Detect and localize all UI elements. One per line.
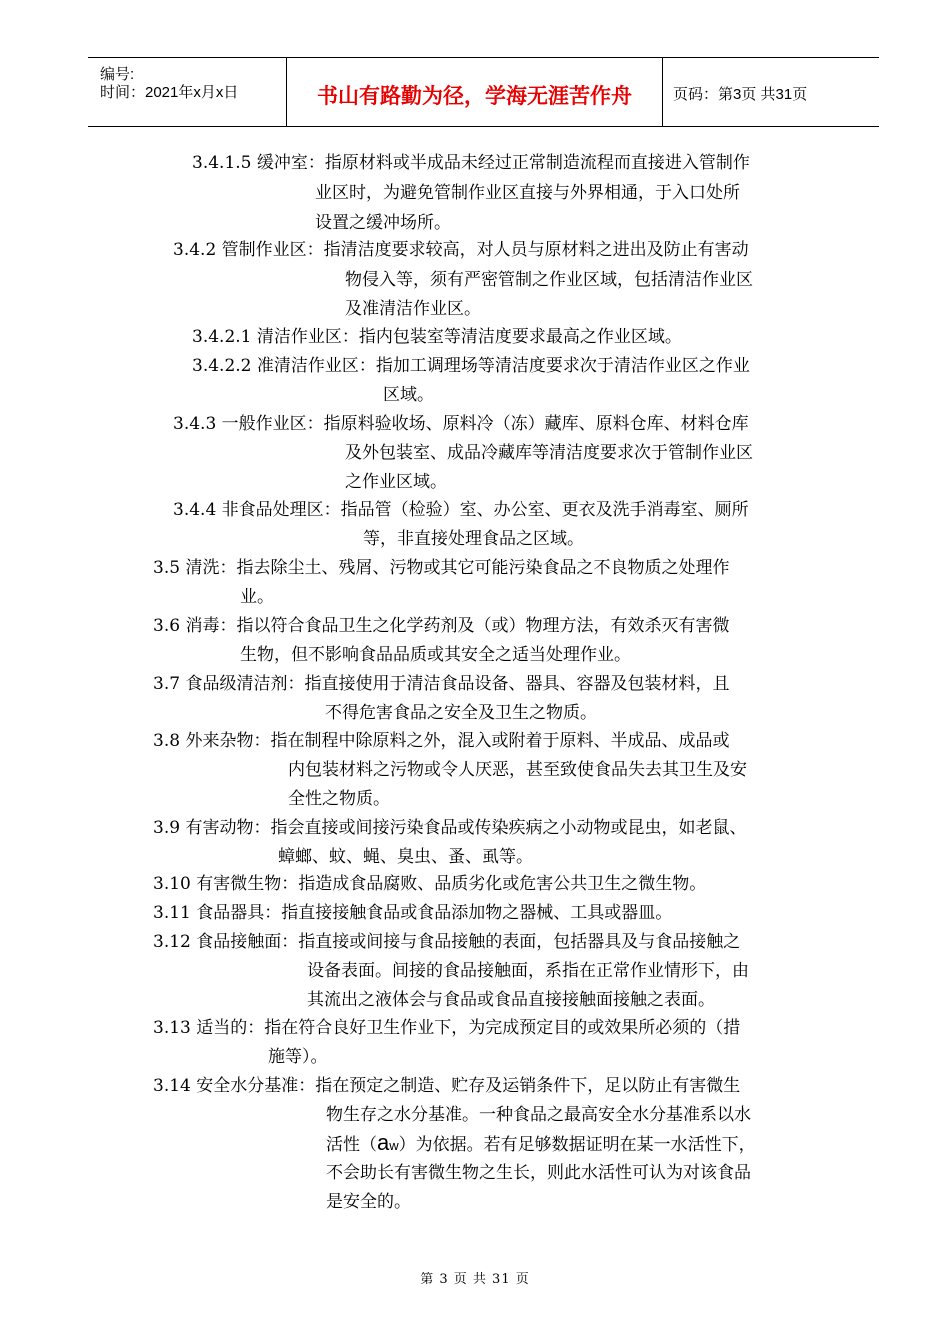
paragraph-line: 3.8 外来杂物：指在制程中除原料之外，混入或附着于原料、半成品、成品或 (153, 731, 730, 751)
paragraph-line: 生物，但不影响食品品质或其安全之适当处理作业。 (240, 645, 631, 665)
paragraph-line: 施等）。 (268, 1047, 328, 1067)
header-motto: 书山有路勤为径，学海无涯苦作舟 (317, 84, 632, 108)
paragraph-line: 区域。 (383, 385, 434, 405)
aw-symbol: a (377, 1130, 390, 1155)
paragraph-line: 物侵入等，须有严密管制之作业区域，包括清洁作业区 (345, 270, 753, 290)
paragraph-line: 3.7 食品级清洁剂：指直接使用于清洁食品设备、器具、容器及包装材料，且 (153, 674, 730, 694)
paragraph-line: 不得危害食品之安全及卫生之物质。 (325, 703, 597, 723)
paragraph-line: 蟑螂、蚊、蝇、臭虫、蚤、虱等。 (278, 847, 533, 867)
paragraph-line: 3.4.4 非食品处理区：指品管（检验）室、办公室、更衣及洗手消毒室、厕所 (173, 500, 749, 520)
paragraph-line: 3.4.2 管制作业区：指清洁度要求较高，对人员与原材料之进出及防止有害动 (173, 240, 749, 260)
aw-text-after: ）为依据。若有足够数据证明在某一水活性下， (398, 1135, 756, 1155)
paragraph-line: 3.11 食品器具：指直接接触食品或食品添加物之器械、工具或器皿。 (153, 903, 673, 923)
paragraph-line: 之作业区域。 (345, 472, 447, 492)
paragraph-line: 3.12 食品接触面：指直接或间接与食品接触的表面，包括器具及与食品接触之 (153, 932, 741, 952)
paragraph-line: 物生存之水分基准。一种食品之最高安全水分基准系以水 (326, 1105, 751, 1125)
document-date: 时间：2021年x月x日 (100, 84, 239, 101)
paragraph-line: 等，非直接处理食品之区域。 (363, 529, 584, 549)
paragraph-line: 3.9 有害动物：指会直接或间接污染食品或传染疾病之小动物或昆虫，如老鼠、 (153, 818, 747, 838)
page-footer: 第 3 页 共 31 页 (420, 1272, 530, 1287)
paragraph-line-water-activity (326, 1128, 756, 1160)
paragraph-line: 业。 (240, 587, 274, 607)
paragraph-line: 不会助长有害微生物之生长，则此水活性可认为对该食品 (326, 1163, 751, 1183)
paragraph-line: 设置之缓冲场所。 (315, 213, 451, 233)
paragraph-line: 设备表面。间接的食品接触面，系指在正常作业情形下，由 (307, 961, 749, 981)
header-page-info: 页码：第3页 共31页 (673, 86, 808, 103)
paragraph-line: 3.6 消毒：指以符合食品卫生之化学药剂及（或）物理方法，有效杀灭有害微 (153, 616, 730, 636)
aw-subscript: w (389, 1138, 399, 1153)
document-number-label: 编号: (100, 66, 135, 83)
paragraph-line: 内包装材料之污物或令人厌恶，甚至致使食品失去其卫生及安 (288, 760, 747, 780)
paragraph-line: 3.4.2.2 准清洁作业区：指加工调理场等清洁度要求次于清洁作业区之作业 (192, 356, 750, 376)
paragraph-line: 是安全的。 (326, 1192, 411, 1212)
paragraph-line: 3.10 有害微生物：指造成食品腐败、品质劣化或危害公共卫生之微生物。 (153, 874, 707, 894)
paragraph-line: 3.14 安全水分基准：指在预定之制造、贮存及运销条件下，足以防止有害微生 (153, 1076, 741, 1096)
paragraph-line: 3.4.1.5 缓冲室：指原材料或半成品未经过正常制造流程而直接进入管制作 (192, 153, 750, 173)
paragraph-line: 3.4.2.1 清洁作业区：指内包装室等清洁度要求最高之作业区域。 (192, 327, 682, 347)
aw-text-before: 活性（ (326, 1135, 377, 1155)
paragraph-line: 3.5 清洗：指去除尘土、残屑、污物或其它可能污染食品之不良物质之处理作 (153, 558, 730, 578)
paragraph-line: 3.4.3 一般作业区：指原料验收场、原料冷（冻）藏库、原料仓库、材料仓库 (173, 414, 749, 434)
paragraph-line: 及准清洁作业区。 (345, 299, 481, 319)
paragraph-line: 业区时，为避免管制作业区直接与外界相通，于入口处所 (315, 183, 740, 203)
paragraph-line: 3.13 适当的：指在符合良好卫生作业下，为完成预定目的或效果所必须的（措 (153, 1018, 741, 1038)
paragraph-line: 全性之物质。 (288, 789, 390, 809)
paragraph-line: 其流出之液体会与食品或食品直接接触面接触之表面。 (307, 990, 715, 1010)
paragraph-line: 及外包装室、成品冷藏库等清洁度要求次于管制作业区 (345, 443, 753, 463)
